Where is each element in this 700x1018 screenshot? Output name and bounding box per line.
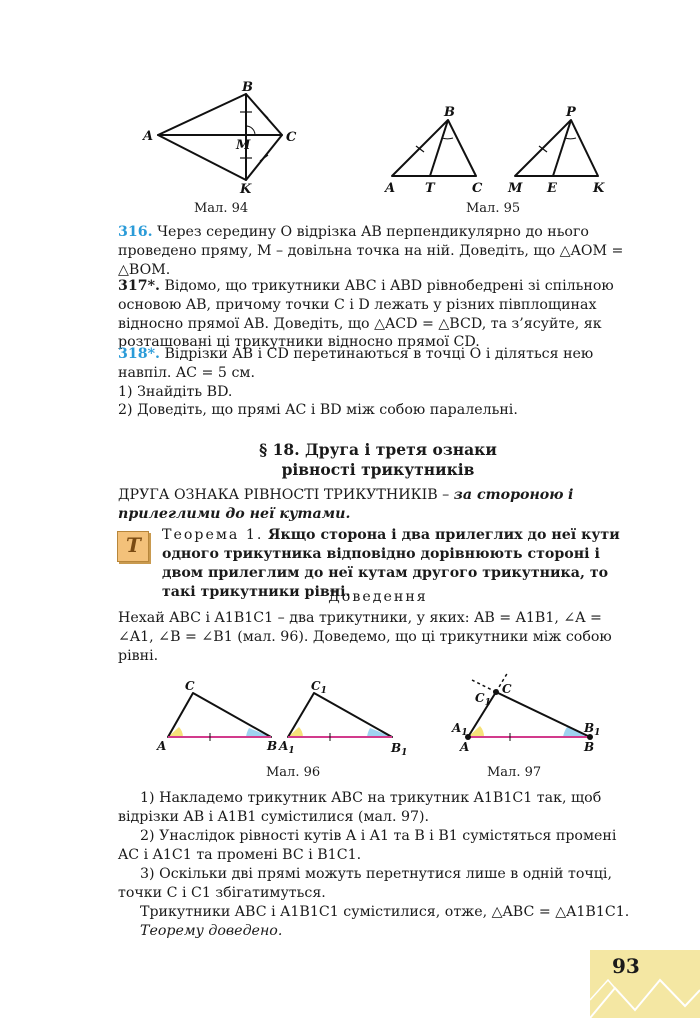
fig97-label-a: A bbox=[460, 740, 470, 754]
fig96-label-b: B bbox=[267, 739, 278, 753]
fig96-label-a1: $A_1$ bbox=[279, 739, 295, 756]
fig95-label-e: E bbox=[547, 181, 557, 196]
fig96-label-c: C bbox=[185, 680, 195, 693]
theorem-text: Якщо сторона і два прилеглих до неї кути одного трикутника відповідно дорівнюють стороні і двом прилеглим до неї кутам другого трикутника, то такі трикутники рівні. bbox=[162, 527, 620, 600]
page-corner bbox=[590, 950, 700, 1018]
mountain-pattern-icon bbox=[590, 950, 700, 1018]
proof-step-1: 1) Накладемо трикутник ABC на трикутник A1B1C1 так, щоб відрізки AB і A1B1 сумістилися (мал. 97). bbox=[118, 790, 602, 825]
fig95-label-a: A bbox=[385, 181, 396, 196]
figure-97 bbox=[448, 670, 618, 760]
fig94-caption: Мал. 94 bbox=[194, 201, 249, 216]
figure-95 bbox=[380, 102, 620, 197]
theorem-label: Теорема 1. bbox=[162, 527, 264, 543]
fig97-caption: Мал. 97 bbox=[487, 765, 542, 780]
section-title bbox=[118, 440, 638, 480]
problem-318-item1: 1) Знайдіть BD. bbox=[118, 383, 233, 400]
problem-317 bbox=[118, 277, 638, 352]
fig96-caption: Мал. 96 bbox=[266, 765, 321, 780]
problem-316-text: Через середину O відрізка AB перпендикулярно до нього проведено пряму, M – довільна точка на ній. Доведіть, що △AOM = △BOM. bbox=[118, 224, 624, 278]
fig95-label-c: C bbox=[472, 181, 483, 196]
problem-317-number: 317*. bbox=[118, 278, 160, 294]
problem-318-item2: 2) Доведіть, що прямі AC і BD між собою паралельні. bbox=[118, 402, 518, 419]
proof-header: Доведення bbox=[328, 589, 428, 605]
fig94-label-a: A bbox=[143, 129, 154, 144]
section-title-line1: § 18. Друга і третя ознаки bbox=[259, 440, 497, 459]
fig95-label-k: K bbox=[593, 181, 605, 196]
proof-step-3: 3) Оскільки дві прямі можуть перетнутися лише в одній точці, точки C і C1 збігатимуться. bbox=[118, 866, 612, 901]
fig95-label-p: P bbox=[566, 105, 576, 120]
proof-end: Теорему доведено. bbox=[140, 923, 283, 939]
fig94-label-b: B bbox=[242, 80, 253, 95]
fig94-label-k: K bbox=[240, 182, 252, 195]
problem-318-text: Відрізки AB і CD перетинаються в точці O і діляться нею навпіл. AC = 5 см. bbox=[118, 346, 594, 381]
fig97-label-a1: $A_1$ bbox=[452, 721, 468, 738]
proof-intro: Нехай ABC і A1B1C1 – два трикутники, у яких: AB = A1B1, ∠A = ∠A1, ∠B = ∠B1 (мал. 96). Доведемо, що ці трикутники між собою рівні. bbox=[118, 610, 612, 664]
sign-name: ДРУГА ОЗНАКА РІВНОСТІ ТРИКУТНИКІВ – bbox=[118, 487, 450, 503]
proof-step-2: 2) Унаслідок рівності кутів A і A1 та B і B1 сумістяться промені AC і A1C1 та промені BC і B1C1. bbox=[118, 828, 617, 863]
fig97-label-b1: $B_1$ bbox=[584, 721, 601, 738]
figure-94 bbox=[140, 80, 310, 195]
fig97-label-c1: $C_1$ bbox=[475, 691, 491, 708]
fig96-label-b1: $B_1$ bbox=[391, 741, 408, 758]
fig95-label-m: M bbox=[508, 181, 523, 196]
fig97-label-b: B bbox=[584, 740, 595, 754]
fig96-label-c1: $C_1$ bbox=[311, 680, 327, 696]
problem-318-number: 318*. bbox=[118, 346, 160, 362]
problem-316 bbox=[118, 223, 638, 279]
problem-317-text: Відомо, що трикутники ABC і ABD рівнобедрені зі спільною основою AB, причому точки C і D лежать у різних півплощинах відносно прямої AB. Доведіть, що △ACD = △BCD, та з’ясуйте, як розташовані ці трикутники відносно прямої CD. bbox=[118, 278, 614, 351]
fig94-label-m: M bbox=[236, 138, 251, 153]
figure-96 bbox=[155, 680, 415, 760]
fig95-caption: Мал. 95 bbox=[466, 201, 521, 216]
problem-318 bbox=[118, 345, 638, 420]
theorem-badge-icon: Т bbox=[117, 531, 149, 562]
fig95-label-t: T bbox=[425, 181, 435, 196]
fig95-label-b: B bbox=[444, 105, 455, 120]
sign-emphasis-2: і прилеглими до неї кутами. bbox=[118, 487, 574, 522]
sign-emphasis-1: за стороною bbox=[453, 487, 564, 503]
proof-conclusion: Трикутники ABC і A1B1C1 сумістилися, отже, △ABC = △A1B1C1. bbox=[140, 904, 630, 920]
page-number: 93 bbox=[612, 954, 640, 978]
fig97-label-c: C bbox=[502, 682, 512, 696]
fig94-label-c: C bbox=[286, 130, 297, 145]
problem-316-number: 316. bbox=[118, 224, 153, 240]
congruence-sign bbox=[118, 486, 638, 524]
fig96-label-a: A bbox=[157, 739, 167, 753]
section-title-line2: рівності трикутників bbox=[281, 460, 475, 479]
